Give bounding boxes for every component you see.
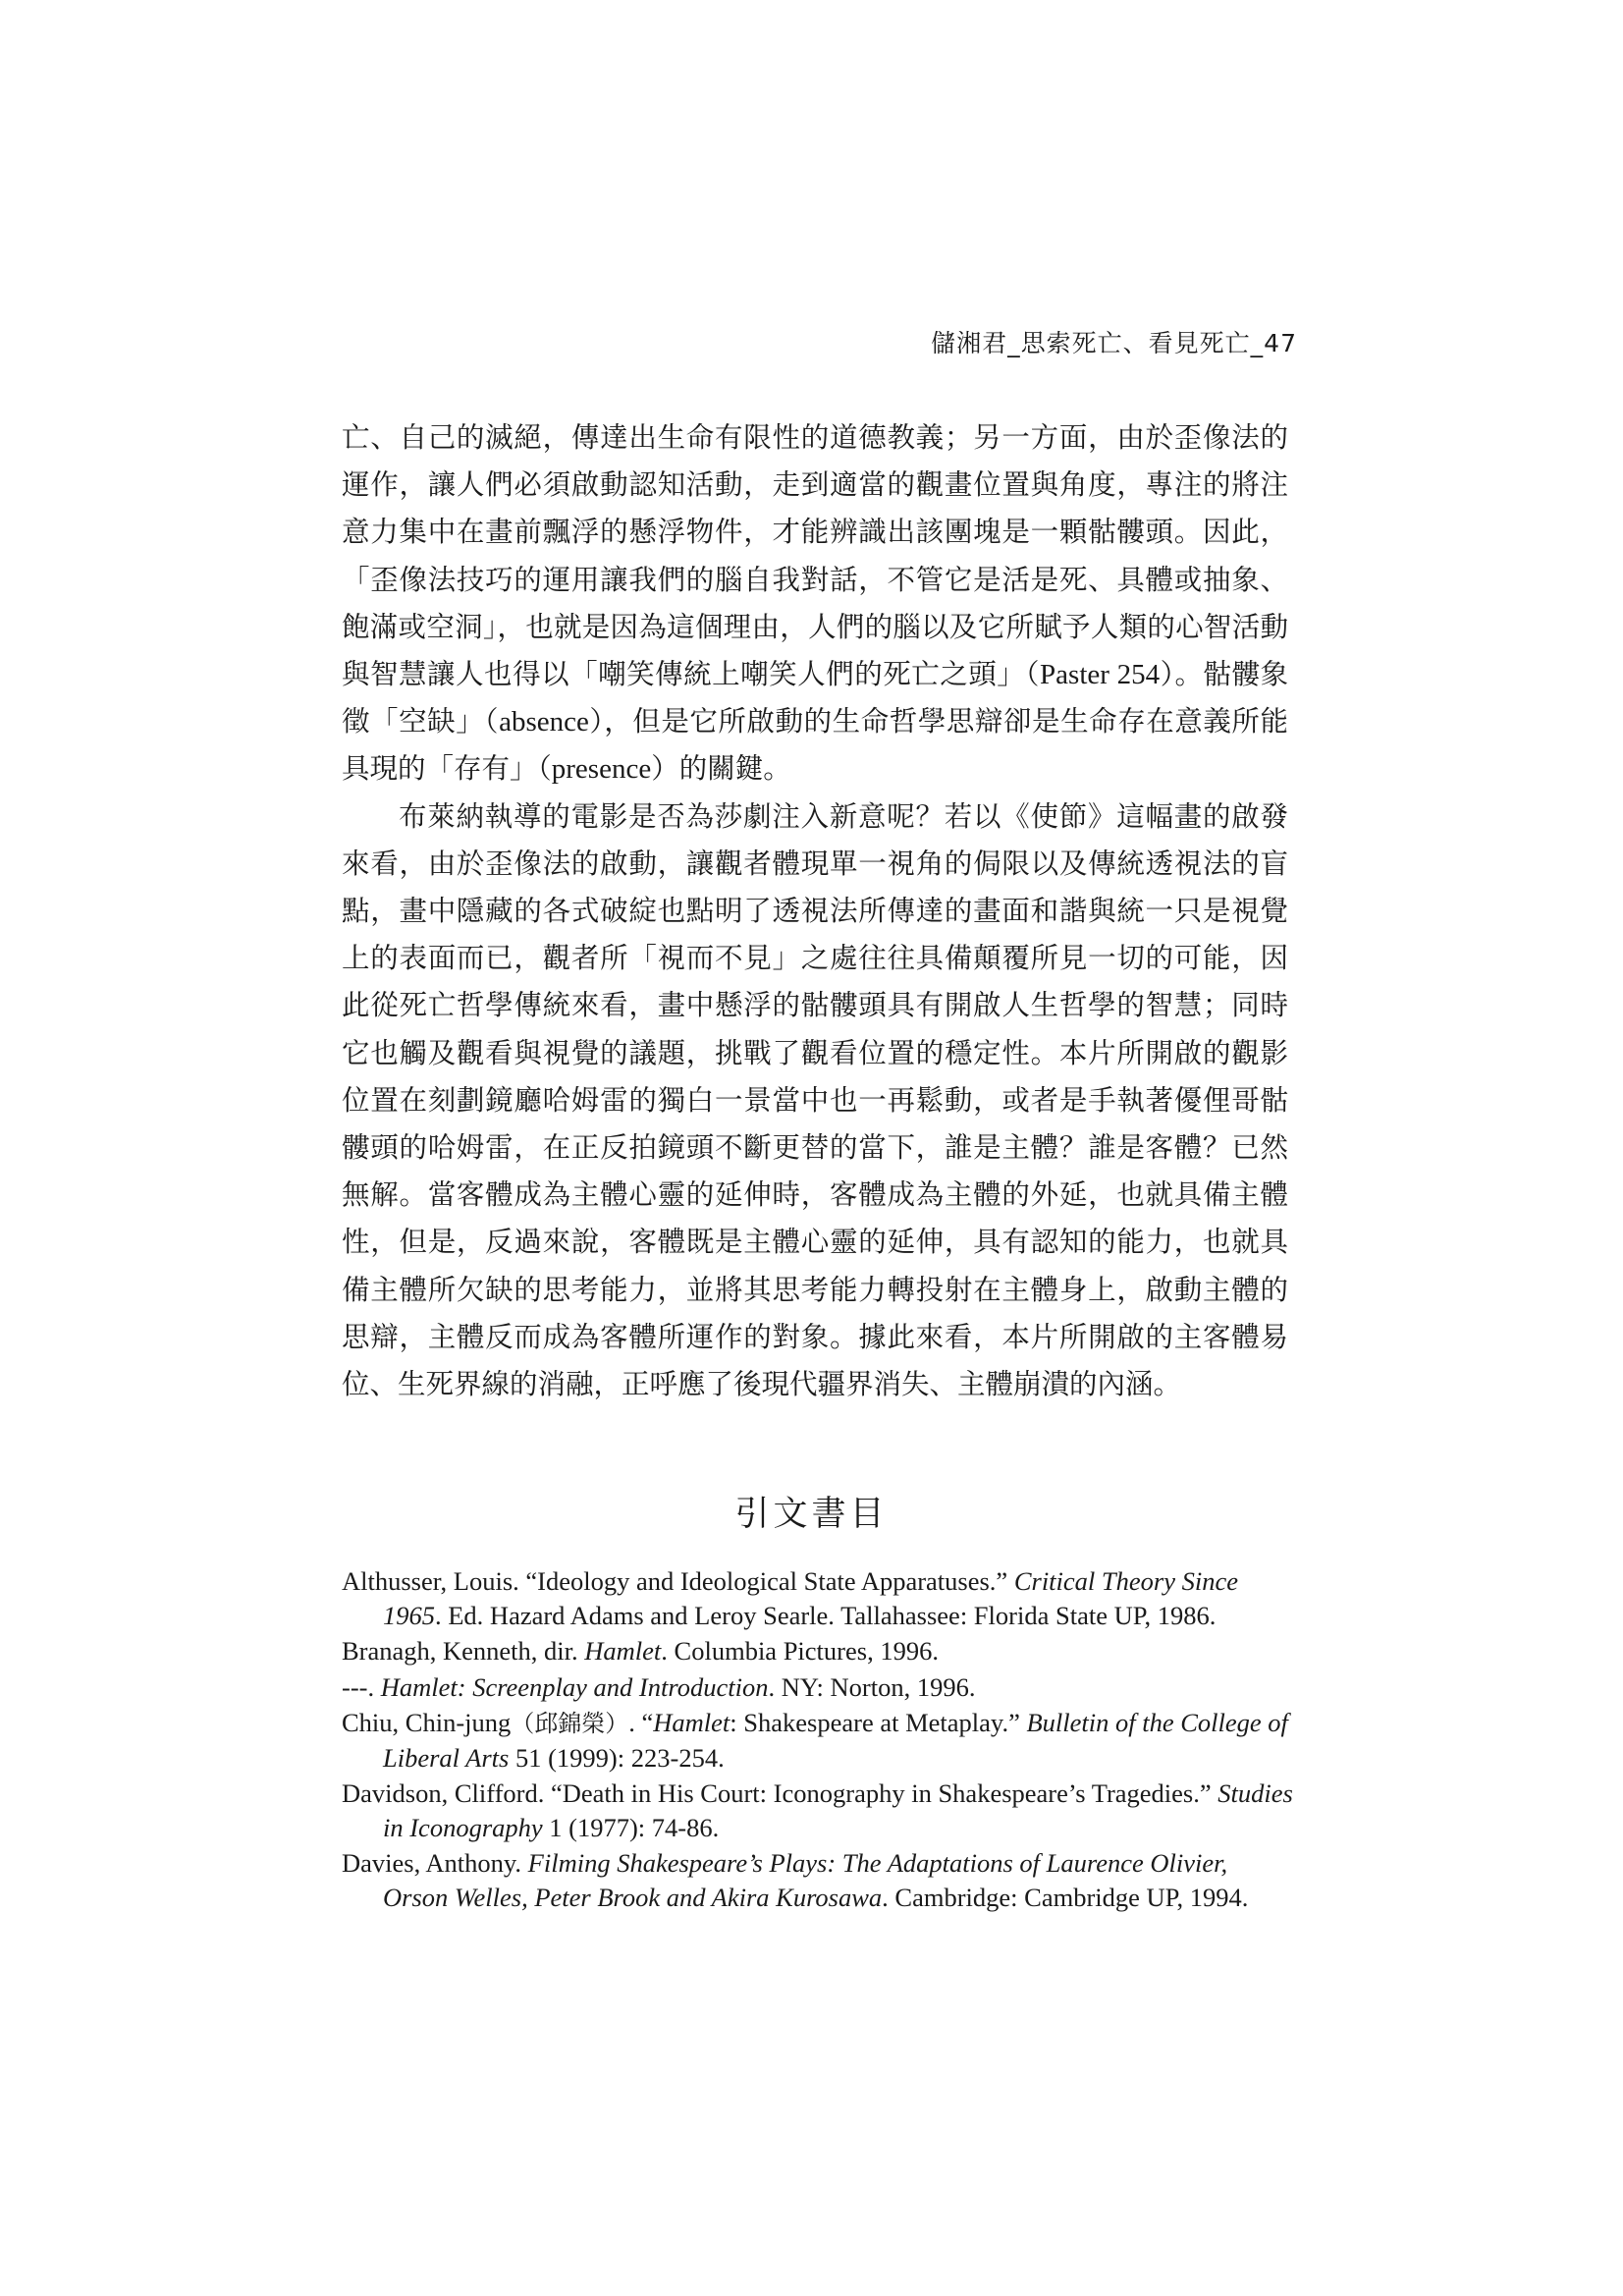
- ref-title: Filming Shakespeare’s Plays: The Adaptations of Laurence Olivier, Orson Welles, Peter Brook and Akira Kurosawa: [383, 1848, 1228, 1912]
- paragraph-1-text-d: ）的關鍵。: [651, 752, 791, 786]
- references-heading: 引文書目: [734, 1495, 889, 1534]
- reference-althusser: [342, 1564, 1296, 1632]
- ref-text: . Cambridge: Cambridge UP, 1994.: [882, 1882, 1249, 1912]
- body-text: [342, 414, 1288, 1408]
- term-absence: absence: [499, 706, 589, 738]
- ref-text: 1 (1977): 74-86.: [542, 1812, 720, 1842]
- paragraph-1: [342, 414, 1288, 793]
- ref-cjk-name: （邱錦榮）: [511, 1710, 629, 1737]
- ref-text: . NY: Norton, 1996.: [768, 1671, 976, 1702]
- reference-davidson: [342, 1777, 1296, 1844]
- ref-text: Chiu, Chin-jung: [342, 1708, 512, 1737]
- running-header: 儲湘君_思索死亡、看見死亡_47: [931, 329, 1297, 357]
- ref-journal: Studies in Iconography: [383, 1778, 1293, 1842]
- reference-davies: [342, 1846, 1296, 1914]
- ref-text: ---.: [342, 1671, 381, 1702]
- citation-paster: Paster 254: [1040, 659, 1161, 691]
- ref-text: . “: [628, 1708, 654, 1737]
- reference-chiu: [342, 1706, 1296, 1775]
- ref-journal: Bulletin of the College of Liberal Arts: [383, 1708, 1288, 1773]
- ref-text: Branagh, Kenneth, dir.: [342, 1636, 585, 1666]
- reference-branagh: [342, 1634, 1296, 1668]
- paragraph-2: 布萊納執導的電影是否為莎劇注入新意呢？若以《使節》這幅畫的啟發來看，由於歪像法的啟動，讓觀者體現單一視角的侷限以及傳統透視法的盲點，畫中隱藏的各式破綻也點明了透視法所傳達的畫面和諧與統一只是視覺上的表面而已，觀者所「視而不見」之處往往具備顛覆所見一切的可能，因此從死亡哲學傳統來看，畫中懸浮的骷髏頭具有開啟人生哲學的智慧；同時它也觸及觀看與視覺的議題，挑戰了觀看位置的穩定性。本片所開啟的觀影位置在刻劃鏡廳哈姆雷的獨白一景當中也一再鬆動，或者是手執著優俚哥骷髏頭的哈姆雷，在正反拍鏡頭不斷更替的當下，誰是主體？誰是客體？已然無解。當客體成為主體心靈的延伸時，客體成為主體的外延，也就具備主體性，但是，反過來說，客體既是主體心靈的延伸，具有認知的能力，也就具備主體所欠缺的思考能力，並將其思考能力轉投射在主體身上，啟動主體的思辯，主體反而成為客體所運作的對象。據此來看，本片所開啟的主客體易位、生死界線的消融，正呼應了後現代疆界消失、主體崩潰的內涵。: [342, 799, 1288, 1401]
- ref-text: Davidson, Clifford. “Death in His Court: Iconography in Shakespeare’s Tragedies.”: [342, 1778, 1218, 1808]
- ref-text: 51 (1999): 223-254.: [509, 1742, 725, 1773]
- ref-text: . Ed. Hazard Adams and Leroy Searle. Tallahassee: Florida State UP, 1986.: [435, 1600, 1217, 1630]
- term-presence: presence: [551, 753, 652, 786]
- ref-text: . Columbia Pictures, 1996.: [661, 1636, 939, 1666]
- paragraph-1-text-a: 亡、自己的滅絕，傳達出生命有限性的道德教義；另一方面，由於歪像法的運作，讓人們必須啟動認知活動，走到適當的觀畫位置與角度，專注的將注意力集中在畫前飄浮的懸浮物件，才能辨識出該團塊是一顆骷髏頭。因此，「歪像法技巧的運用讓我們的腦自我對話，不管它是活是死、具體或抽象、飽滿或空洞」，也就是因為這個理由，人們的腦以及它所賦予人類的心智活動與智慧讓人也得以「嘲笑傳統上嘲笑人們的死亡之頭」（: [342, 421, 1288, 691]
- paragraph-1-text-b: ）。骷髏象徵「空缺」（: [342, 658, 1288, 738]
- ref-title: Critical Theory Since 1965: [383, 1566, 1238, 1630]
- ref-title: Hamlet: [653, 1708, 730, 1737]
- reference-branagh-screenplay: [342, 1670, 1296, 1705]
- ref-title: Hamlet: Screenplay and Introduction: [380, 1671, 769, 1702]
- references-list: [342, 1564, 1296, 1916]
- ref-title: Hamlet: [584, 1636, 662, 1666]
- ref-text: Davies, Anthony.: [342, 1848, 528, 1878]
- ref-text: Althusser, Louis. “Ideology and Ideological State Apparatuses.”: [342, 1566, 1014, 1596]
- ref-text: : Shakespeare at Metaplay.”: [730, 1708, 1027, 1737]
- paragraph-1-text-c: ），但是它所啟動的生命哲學思辯卻是生命存在意義所能具現的「存有」（: [342, 705, 1288, 786]
